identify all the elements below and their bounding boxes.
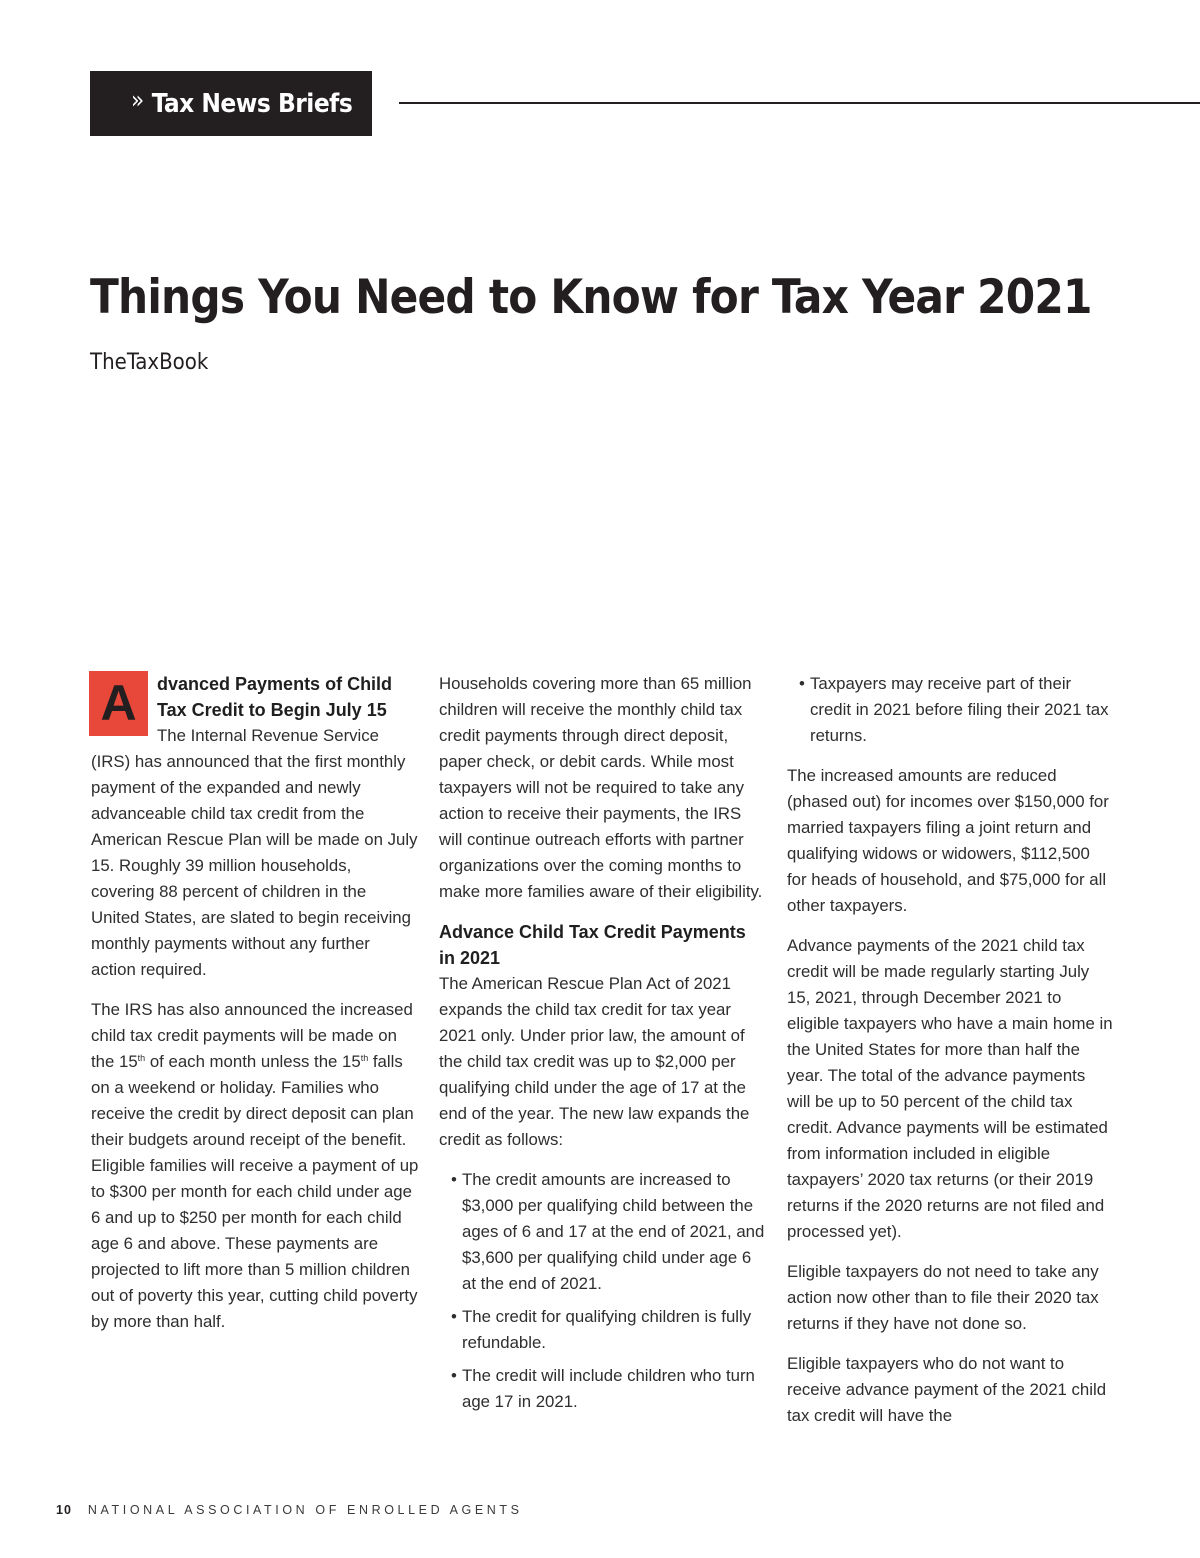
header-rule: [399, 102, 1200, 104]
page-footer: [56, 1503, 523, 1517]
bullet-icon: •: [451, 1307, 457, 1326]
list-item: • The credit for qualifying children is fully refundable.: [439, 1304, 765, 1356]
bullet-icon: •: [451, 1366, 457, 1385]
paragraph: The Internal Revenue Service (IRS) has announced that the first monthly payment of the expanded and newly advanceable child tax credit from the American Rescue Plan will be made on July 15. Roughly 39 million households, covering 88 percent of children in the United States, are slated to begin receiving monthly payments without any further action required.: [91, 726, 418, 979]
article-byline: TheTaxBook: [90, 350, 209, 375]
bullet-icon: •: [799, 674, 805, 693]
column-1: [91, 671, 419, 1349]
page-number: 10: [56, 1503, 72, 1517]
section-label: Tax News Briefs: [151, 88, 353, 119]
paragraph: The American Rescue Plan Act of 2021 expands the child tax credit for tax year 2021 only. Under prior law, the amount of the child tax credit was up to $2,000 per qualifying child under the age of 17 at the end of the year. The new law expands the credit as follows:: [439, 974, 750, 1149]
bullet-icon: •: [451, 1170, 457, 1189]
section-tag: [90, 71, 372, 136]
paragraph: Eligible taxpayers who do not want to receive advance payment of the 2021 child tax credit will have the: [787, 1354, 1107, 1425]
paragraph: Households covering more than 65 million children will receive the monthly child tax credit payments through direct deposit, paper check, or debit cards. While most taxpayers will not be required to take any action to receive their payments, the IRS will continue outreach efforts with partner organizations over the coming months to make more families aware of their eligibility.: [439, 674, 763, 901]
list-item: • The credit will include children who turn age 17 in 2021.: [439, 1363, 765, 1415]
list-item: • The credit amounts are increased to $3,000 per qualifying child between the ages of 6 and 17 at the end of 2021, and $3,600 per qualifying child under age 6 at the end of 2021.: [439, 1167, 765, 1297]
bullet-list: [439, 1167, 765, 1415]
paragraph: Advance payments of the 2021 child tax credit will be made regularly starting July 15, 2021, through December 2021 to eligible taxpayers who have a main home in the United States for more than half the year. The total of the advance payments will be up to 50 percent of the child tax credit. Advance payments will be estimated from information included in eligible taxpayers’ 2020 tax returns (or their 2019 returns if the 2020 returns are not filed and processed yet).: [787, 936, 1113, 1241]
publication-name: NATIONAL ASSOCIATION OF ENROLLED AGENTS: [87, 1503, 523, 1517]
paragraph: The increased amounts are reduced (phased out) for incomes over $150,000 for married taxpayers filing a joint return and qualifying widows or widowers, $112,500 for heads of household, and $75,000 for all other taxpayers.: [787, 766, 1109, 915]
list-item: • Taxpayers may receive part of their credit in 2021 before filing their 2021 tax returns.: [787, 671, 1113, 749]
column-2: [439, 671, 765, 1429]
paragraph: The IRS has also announced the increased child tax credit payments will be made on the 15th of each month unless the 15th falls on a weekend or holiday. Families who receive the credit by direct deposit can plan their budgets around receipt of the benefit. Eligible families will receive a payment of up to $300 per month for each child under age 6 and up to $250 per month for each child age 6 and above. These payments are projected to lift more than 5 million children out of poverty this year, cutting child poverty by more than half.: [91, 1000, 419, 1331]
paragraph: Eligible taxpayers do not need to take any action now other than to file their 2020 tax returns if they have not done so.: [787, 1262, 1099, 1333]
subheading: Advance Child Tax Credit Payments in 2021: [439, 922, 746, 968]
bullet-list: [787, 671, 1113, 749]
lead-heading: dvanced Payments of Child Tax Credit to Begin July 15: [157, 674, 393, 720]
drop-cap: A: [89, 671, 148, 736]
chevron-right-icon: »: [131, 85, 144, 114]
column-3: [787, 671, 1113, 1443]
article-title: Things You Need to Know for Tax Year 2021: [90, 270, 1092, 325]
